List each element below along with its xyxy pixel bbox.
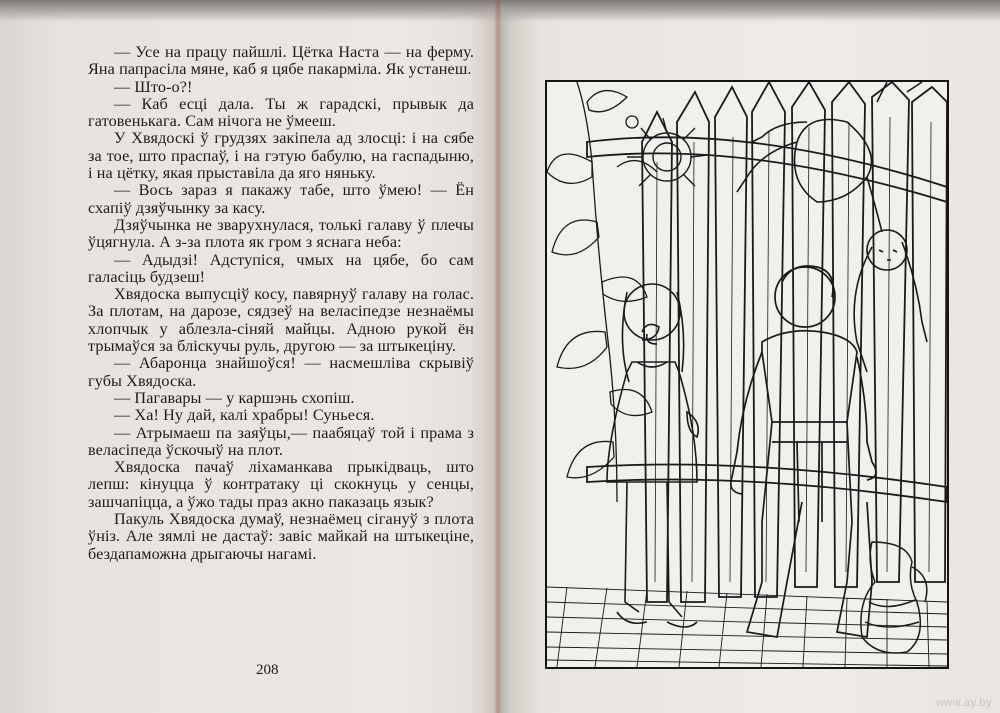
paragraph: — Вось зараз я пакажу табе, што ўмею! — Ён схапіў дзяўчынку за касу. — [88, 181, 474, 217]
story-text — [88, 44, 474, 563]
paragraph: У Хвядоскі ў грудзях закіпела ад злосці: і на сябе за тое, што праспаў, і на гэтую бабулю, на гаспадыню, і на цётку, якая прыставіла да яго няньку. — [88, 129, 474, 183]
paragraph: — Атрымаеш па заяўцы,— паабяцаў той і прама з веласіпеда ўскочыў на плот. — [88, 423, 474, 459]
paragraph: — Што-о?! — [114, 77, 193, 96]
paragraph: — Каб есці дала. Ты ж гарадскі, прывык да гатовенькага. Сам нічога не ўмееш. — [88, 94, 474, 131]
paragraph: Пакуль Хвядоска думаў, незнаёмец сігануў з плота ўніз. Але зямлі не дастаў: завіс майкай на штыкеціне, бездапаможна дрыгаючы нагамі. — [88, 510, 474, 563]
paragraph: — Адыдзі! Адступіся, чмых на цябе, бо сам галасіць будзеш! — [88, 250, 474, 286]
paragraph: — Абаронца знайшоўся! — насмешліва скрывіў губы Хвядоска. — [88, 354, 474, 390]
right-page — [505, 12, 1000, 713]
sunflower-head — [627, 118, 707, 186]
watermark: www.ay.by — [935, 697, 992, 709]
page-number: 208 — [256, 662, 279, 678]
paragraph: Дзяўчынка не зварухнулася, толькі галаву ў плечы ўцягнула. А з-за плота як гром з яснага неба: — [88, 215, 474, 252]
left-page — [0, 18, 497, 713]
paragraph: — Усе на працу пайшлі. Цётка Наста — на ферму. Яна папрасіла мяне, каб я цябе пакарміла. Як устанеш. — [88, 43, 474, 79]
girl — [607, 284, 698, 627]
fence-scene-illustration — [545, 80, 949, 669]
paragraph: Хвядоска выпусціў косу, павярнуў галаву на голас. За плотам, на дарозе, сядзеў на веласіпедзе незнаёмы хлопчык у аблезла-сіняй майцы. Адною рукой ён трымаўся за бліскучы руль, другою — за штыкеціну. — [88, 285, 474, 356]
fence — [587, 82, 947, 602]
paragraph: — Пагавары — у каршэнь схопіш. — [114, 388, 355, 407]
sunflower-plant — [547, 82, 657, 502]
paragraph: — Ха! Ну дай, калі храбры! Суньеся. — [114, 406, 375, 425]
paragraph: Хвядоска пачаў ліхаманкава прыкідваць, што лепш: кінуцца ў контратаку ці скокнуць у сенцы, зашчапіцца, а ўжо тады праз акно паказаць язык? — [88, 458, 474, 511]
